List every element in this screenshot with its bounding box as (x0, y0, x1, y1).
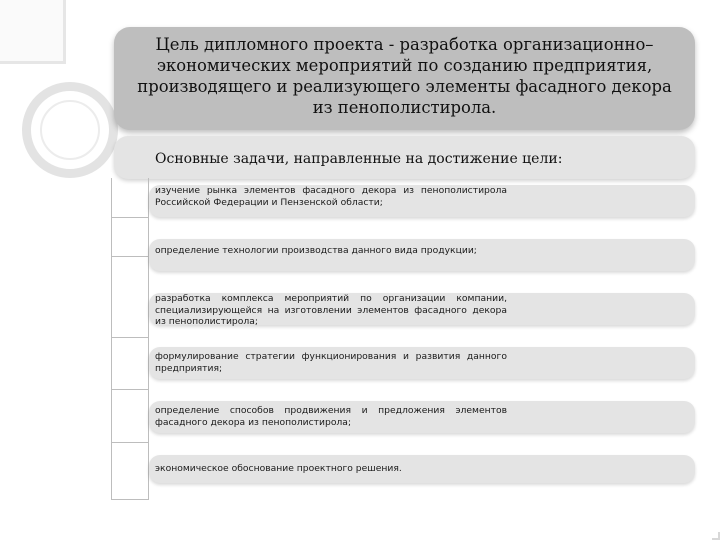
tasks-header-text: Основные задачи, направленные на достижение цели: (155, 151, 563, 167)
connector-6 (111, 443, 149, 500)
task-item-1 (149, 185, 695, 217)
task-item-3 (149, 293, 695, 325)
connector-3 (111, 257, 149, 338)
connector-2 (111, 218, 149, 257)
decorative-corner (712, 532, 720, 540)
connector-5 (111, 390, 149, 443)
task-text: определение способов продвижения и предложения элементов фасадного декора из пенополистирола; (155, 405, 507, 428)
decorative-ring-inner (40, 100, 100, 160)
task-text: экономическое обоснование проектного решения. (155, 463, 402, 474)
decorative-square (0, 0, 66, 64)
task-item-2 (149, 239, 695, 271)
task-text: разработка комплекса мероприятий по организации компании, специализирующейся на изготовлении элементов фасадного декора из пенополистирола; (155, 293, 507, 327)
task-text: определение технологии производства данного вида продукции; (155, 245, 477, 256)
task-item-5 (149, 401, 695, 433)
goal-box (114, 27, 695, 130)
task-text: формулирование стратегии функционирования и развития данного предприятия; (155, 351, 507, 374)
tasks-header (114, 136, 695, 179)
task-text: изучение рынка элементов фасадного декора из пенополистирола Российской Федерации и Пензенской области; (155, 185, 507, 208)
task-item-6 (149, 455, 695, 483)
connector-1 (111, 178, 149, 218)
task-item-4 (149, 347, 695, 379)
connector-4 (111, 338, 149, 390)
goal-text: Цель дипломного проекта - разработка организационно– экономических мероприятий по созданию предприятия, производящего и реализующего элементы фасадного декора из пенополистирола. (137, 35, 672, 117)
